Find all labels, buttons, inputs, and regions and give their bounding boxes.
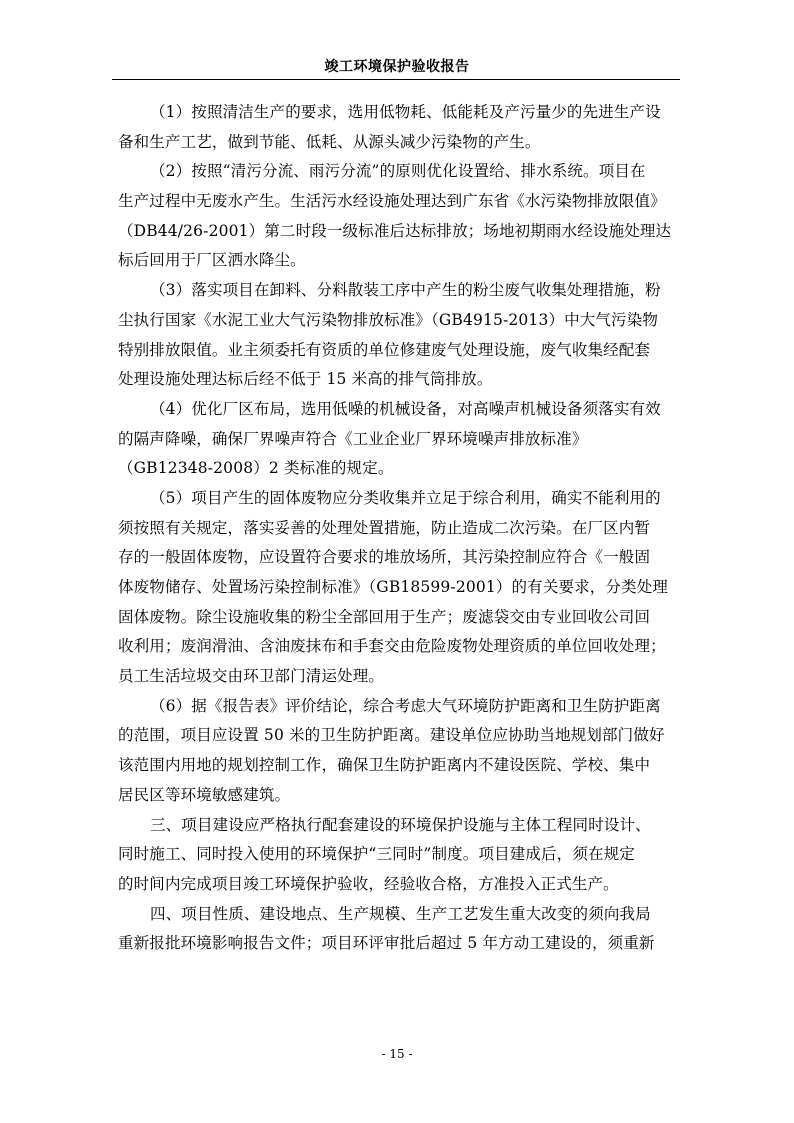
text-line: 的隔声降噪，确保厂界噪声符合《工业企业厂界环境噪声排放标准》 [118,429,588,448]
text-line: （GB12348-2008）2 类标准的规定。 [118,459,394,478]
document-body [118,98,674,959]
page-number: - 15 - [381,1047,413,1061]
header-divider [112,79,680,80]
text-line: 生产过程中无废水产生。生活污水经设施处理达到广东省《水污染物排放限值》 [118,192,666,211]
text-line: 存的一般固体废物，应设置符合要求的堆放场所，其污染控制应符合《一般固 [118,548,651,567]
text-line: 体废物储存、处置场污染控制标准》（GB18599-2001）的有关要求，分类处理 [118,578,669,596]
text-line: （2）按照“清污分流、雨污分流”的原则优化设置给、排水系统。项目在 [150,162,646,181]
report-header-title: 竣工环境保护验收报告 [324,59,470,75]
text-line: 同时施工、同时投入使用的环境保护“三同时”制度。项目建成后，须在规定 [118,845,635,864]
text-line: 该范围内用地的规划控制工作，确保卫生防护距离内不建设医院、学校、集中 [118,756,651,775]
text-line: 标后回用于厂区洒水降尘。 [118,251,306,270]
text-line: 重新报批环境影响报告文件；项目环评审批后超过 5 年方动工建设的，须重新 [118,934,655,953]
text-line: 固体废物。除尘设施收集的粉尘全部回用于生产；废滤袋交由专业回收公司回 [118,607,651,626]
text-line: 特别排放限值。业主须委托有资质的单位修建废气处理设施，废气收集经配套 [118,340,651,359]
text-line: 备和生产工艺，做到节能、低耗、从源头减少污染物的产生。 [118,132,541,151]
text-line: 三、项目建设应严格执行配套建设的环境保护设施与主体工程同时设计、 [150,815,651,834]
text-line: 四、项目性质、建设地点、生产规模、生产工艺发生重大改变的须向我局 [150,904,651,923]
text-line: （5）项目产生的固体废物应分类收集并立足于综合利用，确实不能利用的 [150,488,661,507]
text-line: 的时间内完成项目竣工环境保护验收，经验收合格，方准投入正式生产。 [118,874,619,893]
text-line: 收利用；废润滑油、含油废抹布和手套交由危险废物处理资质的单位回收处理； [118,637,666,656]
text-line: （1）按照清洁生产的要求，选用低物耗、低能耗及产污量少的先进生产设 [150,103,661,121]
text-line: 须按照有关规定，落实妥善的处理处置措施，防止造成二次污染。在厂区内暂 [118,518,651,537]
text-line: 的范围，项目应设置 50 米的卫生防护距离。建设单位应协助当地规划部门做好 [118,726,665,745]
text-line: （4）优化厂区布局，选用低噪的机械设备，对高噪声机械设备须落实有效 [150,399,661,418]
text-line: 员工生活垃圾交由环卫部门清运处理。 [118,667,385,686]
text-line: （3）落实项目在卸料、分料散装工序中产生的粉尘废气收集处理措施，粉 [150,281,661,300]
text-line: 居民区等环境敏感建筑。 [118,785,291,804]
text-line: 处理设施处理达标后经不低于 15 米高的排气筒排放。 [118,370,493,389]
text-line: （6）据《报告表》评价结论，综合考虑大气环境防护距离和卫生防护距离 [150,696,661,715]
text-line: 尘执行国家《水泥工业大气污染物排放标准》（GB4915-2013）中大气污染物 [118,310,659,329]
text-line: （DB44/26-2001）第二时段一级标准后达标排放；场地初期雨水经设施处理达 [118,221,672,240]
